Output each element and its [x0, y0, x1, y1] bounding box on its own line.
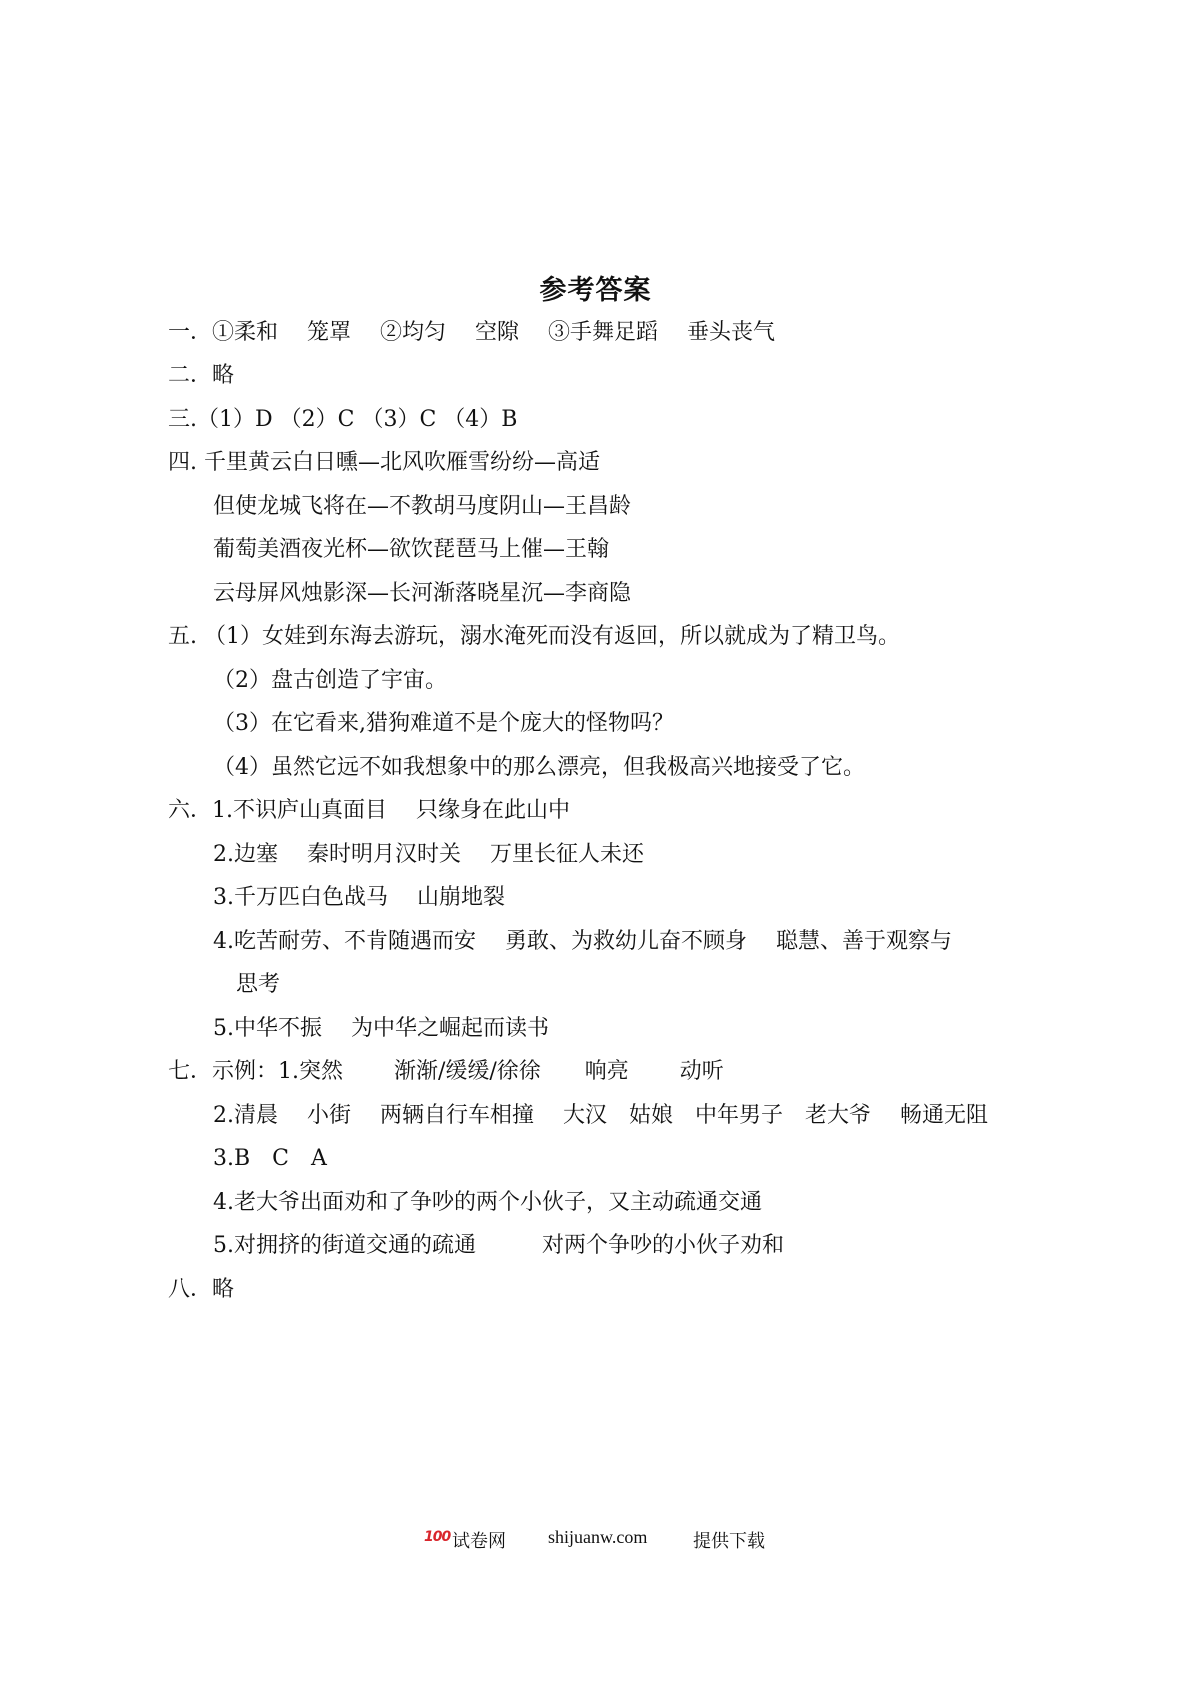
footer-brand: 试卷网	[452, 1531, 506, 1552]
answer-section-5-line-3: （3）在它看来,猎狗难道不是个庞大的怪物吗？	[213, 711, 674, 736]
answer-section-6-line-3: 3.千万匹白色战马 山崩地裂	[213, 885, 505, 910]
answer-section-6-line-4a: 4.吃苦耐劳、不肯随遇而安 勇敢、为救幼儿奋不顾身 聪慧、善于观察与	[213, 929, 952, 954]
page-title: 参考答案	[539, 275, 652, 306]
answer-section-6-line-4b: 思考	[236, 972, 281, 997]
answer-section-4-line-3: 葡萄美酒夜光杯—欲饮琵琶马上催—王翰	[213, 537, 610, 562]
answer-section-1: 一．①柔和 笼罩 ②均匀 空隙 ③手舞足蹈 垂头丧气	[168, 320, 775, 345]
answer-section-6-line-5: 5.中华不振 为中华之崛起而读书	[213, 1016, 549, 1041]
footer-site-url: shijuanw.com	[548, 1527, 648, 1547]
answer-section-7-line-1: 七．示例：1.突然 渐渐/缓缓/徐徐 响亮 动听	[168, 1059, 724, 1084]
answer-section-7-line-5: 5.对拥挤的街道交通的疏通 对两个争吵的小伙子劝和	[213, 1233, 784, 1258]
answer-section-7-line-4: 4.老大爷出面劝和了争吵的两个小伙子，又主动疏通交通	[213, 1190, 762, 1215]
answer-section-5-line-1: 五. （1）女娃到东海去游玩，溺水淹死而没有返回，所以就成为了精卫鸟。	[168, 624, 900, 649]
answer-section-6-line-1: 六．1.不识庐山真面目 只缘身在此山中	[168, 798, 570, 823]
answer-section-4-line-4: 云母屏风烛影深—长河渐落晓星沉—李商隐	[213, 581, 632, 606]
answer-section-5-line-2: （2）盘古创造了宇宙。	[213, 668, 447, 693]
answer-section-2: 二．略	[168, 363, 235, 388]
answer-section-7-line-3: 3.B C A	[213, 1146, 327, 1171]
answer-section-3: 三.（1）D （2）C （3）C （4）B	[168, 407, 518, 432]
answer-section-4-line-2: 但使龙城飞将在—不教胡马度阴山—王昌龄	[213, 494, 632, 519]
answer-section-8: 八．略	[168, 1277, 235, 1302]
answer-section-7-line-2: 2.清晨 小街 两辆自行车相撞 大汉 姑娘 中年男子 老大爷 畅通无阻	[213, 1103, 988, 1128]
footer-provide-download: 提供下载	[693, 1531, 765, 1552]
site-logo-icon: 100	[424, 1529, 451, 1545]
answer-section-5-line-4: （4）虽然它远不如我想象中的那么漂亮，但我极高兴地接受了它。	[213, 755, 865, 780]
answer-section-6-line-2: 2.边塞 秦时明月汉时关 万里长征人未还	[213, 842, 644, 867]
answer-section-4-line-1: 四. 千里黄云白日曛—北风吹雁雪纷纷—高适	[168, 450, 600, 475]
page-footer	[0, 1527, 1191, 1557]
